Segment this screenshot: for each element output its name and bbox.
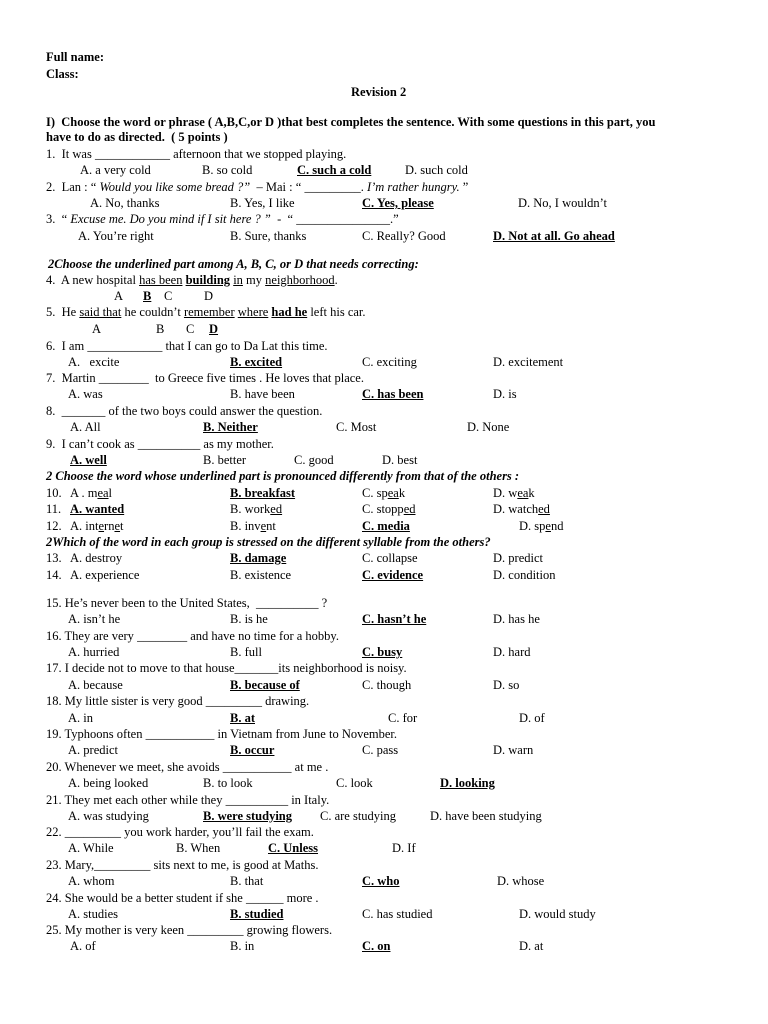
- option-b-answer[interactable]: B. damage: [230, 551, 287, 565]
- question-3-options: [0, 228, 768, 244]
- option-c[interactable]: C. are studying: [320, 809, 397, 823]
- option-a[interactable]: A. was: [68, 387, 103, 401]
- question-13: 13. A. destroy B. damage C. collapse D. predict: [46, 551, 543, 565]
- option-b[interactable]: B. have been: [230, 387, 295, 401]
- option-a-answer[interactable]: A. wanted: [70, 502, 125, 516]
- option-c-answer[interactable]: C. busy: [362, 645, 403, 659]
- question-22-options: [0, 840, 768, 856]
- option-c[interactable]: C. pass: [362, 743, 399, 757]
- option-d[interactable]: D. predict: [493, 551, 543, 565]
- question-19: 19. Typhoons often ___________ in Vietnam from June to November.: [46, 727, 398, 741]
- option-a[interactable]: A. predict: [68, 743, 118, 757]
- option-c[interactable]: C: [164, 289, 173, 303]
- class-label: Class:: [46, 67, 79, 81]
- option-c[interactable]: C. has studied: [362, 907, 433, 921]
- question-8-options: [0, 419, 768, 435]
- option-c[interactable]: C. look: [336, 776, 373, 790]
- option-c-answer[interactable]: C. who: [362, 874, 400, 888]
- question-7-options: [0, 386, 768, 402]
- option-d[interactable]: D. condition: [493, 568, 556, 582]
- option-c-answer[interactable]: C. on: [362, 939, 391, 953]
- option-b[interactable]: B. so cold: [202, 163, 253, 177]
- option-a[interactable]: A: [92, 322, 102, 336]
- option-a-answer[interactable]: A. well: [70, 453, 107, 467]
- option-d[interactable]: D. If: [392, 841, 416, 855]
- option-b-answer[interactable]: B. studied: [230, 907, 284, 921]
- option-d[interactable]: D. hard: [493, 645, 531, 659]
- option-b[interactable]: B. in: [230, 939, 255, 953]
- option-b[interactable]: B. worked: [230, 502, 283, 516]
- option-d[interactable]: D. warn: [493, 743, 534, 757]
- option-c-answer[interactable]: C. evidence: [362, 568, 424, 582]
- option-d[interactable]: D. have been studying: [430, 809, 542, 823]
- option-b-answer[interactable]: B. excited: [230, 355, 283, 369]
- option-c[interactable]: C. good: [294, 453, 334, 467]
- option-d[interactable]: D. at: [519, 939, 544, 953]
- question-1-options: [0, 162, 768, 178]
- option-a[interactable]: A: [114, 289, 124, 303]
- option-c[interactable]: C: [186, 322, 195, 336]
- option-d[interactable]: D. such cold: [405, 163, 468, 177]
- option-c[interactable]: C. collapse: [362, 551, 418, 565]
- option-d[interactable]: D. spend: [519, 519, 564, 533]
- question-15: 15. He’s never been to the United States, __________ ?: [46, 596, 328, 610]
- option-d[interactable]: D. watched: [493, 502, 550, 516]
- option-b-answer[interactable]: B. occur: [230, 743, 275, 757]
- option-c-answer[interactable]: C. media: [362, 519, 410, 533]
- option-a[interactable]: A. experience: [70, 568, 140, 582]
- question-25-options: [0, 938, 768, 954]
- question-24: 24. She would be a better student if she ______ more .: [46, 891, 319, 905]
- option-a[interactable]: A. internet: [70, 519, 124, 533]
- option-c[interactable]: C. exciting: [362, 355, 417, 369]
- question-18: 18. My little sister is very good _________ drawing.: [46, 694, 310, 708]
- question-4: 4. A new hospital has been building in my neighborhood.: [46, 273, 338, 287]
- question-19-options: [0, 742, 768, 758]
- option-d[interactable]: D. is: [493, 387, 517, 401]
- full-name-label: Full name:: [46, 50, 104, 64]
- option-a[interactable]: A. No, thanks: [90, 196, 160, 210]
- question-7: 7. Martin ________ to Greece five times . He loves that place.: [46, 371, 364, 385]
- option-c[interactable]: C. stopped: [362, 502, 416, 516]
- question-stem: 1. It was ____________ afternoon that we stopped playing.: [46, 147, 347, 161]
- option-c[interactable]: C. Most: [336, 420, 377, 434]
- option-a[interactable]: A. because: [68, 678, 123, 692]
- question-24-options: [0, 906, 768, 922]
- question-1: [0, 146, 768, 162]
- section-2-heading: 2Choose the underlined part among A, B, C, or D that needs correcting:: [48, 257, 419, 271]
- page-title: Revision 2: [351, 85, 407, 99]
- option-b[interactable]: B. existence: [230, 568, 292, 582]
- question-9-options: [0, 452, 768, 468]
- option-c[interactable]: C. Really? Good: [362, 229, 446, 243]
- question-5-options: [0, 321, 768, 337]
- question-11: 11. A. wanted B. worked C. stopped D. watched: [46, 502, 550, 516]
- option-b[interactable]: B. Sure, thanks: [230, 229, 307, 243]
- option-a[interactable]: A. whom: [68, 874, 115, 888]
- option-b[interactable]: B. to look: [203, 776, 253, 790]
- question-22: 22. _________ you work harder, you’ll fail the exam.: [46, 825, 314, 839]
- option-d-answer[interactable]: D. looking: [440, 776, 495, 790]
- section-4-heading: 2Which of the word in each group is stressed on the different syllable from the others?: [46, 535, 491, 549]
- option-b[interactable]: B: [156, 322, 165, 336]
- question-16-options: [0, 644, 768, 660]
- option-d[interactable]: D. so: [493, 678, 520, 692]
- option-a[interactable]: A. isn’t he: [68, 612, 121, 626]
- option-a[interactable]: A . meal: [70, 486, 113, 500]
- option-b[interactable]: B. When: [176, 841, 221, 855]
- option-d[interactable]: D. None: [467, 420, 510, 434]
- option-c[interactable]: C. though: [362, 678, 412, 692]
- option-d[interactable]: D. weak: [493, 486, 535, 500]
- option-a[interactable]: A. a very cold: [80, 163, 151, 177]
- option-b[interactable]: B. better: [203, 453, 247, 467]
- option-d[interactable]: D. best: [382, 453, 418, 467]
- question-12: 12. A. internet B. invent C. media D. spend: [46, 519, 564, 533]
- question-9: 9. I can’t cook as __________ as my mother.: [46, 437, 274, 451]
- option-b[interactable]: B. full: [230, 645, 262, 659]
- option-a[interactable]: A. being looked: [68, 776, 149, 790]
- option-b-answer[interactable]: B. at: [230, 711, 255, 725]
- section-1-instructions-2: have to do as directed. ( 5 points ): [46, 130, 228, 144]
- question-4-options: [0, 288, 768, 304]
- question-10: 10. A . meal B. breakfast C. speak D. weak: [46, 486, 535, 500]
- section-1-instructions: I) Choose the word or phrase ( A,B,C,or D )that best completes the sentence. With some questions in this part, you: [46, 115, 656, 129]
- option-d[interactable]: D. of: [519, 711, 545, 725]
- question-15-options: [0, 611, 768, 627]
- question-23-options: [0, 873, 768, 889]
- option-a[interactable]: A. hurried: [68, 645, 120, 659]
- question-23: 23. Mary,_________ sits next to me, is good at Maths.: [46, 858, 319, 872]
- option-d[interactable]: D. would study: [519, 907, 596, 921]
- option-b-answer[interactable]: B. Neither: [203, 420, 258, 434]
- option-a[interactable]: A. destroy: [70, 551, 123, 565]
- option-d[interactable]: D: [204, 289, 214, 303]
- option-a[interactable]: A. You’re right: [78, 229, 154, 243]
- question-17: 17. I decide not to move to that house_______its neighborhood is noisy.: [46, 661, 407, 675]
- option-d[interactable]: D. whose: [497, 874, 545, 888]
- option-d[interactable]: D. has he: [493, 612, 540, 626]
- question-8: 8. _______ of the two boys could answer the question.: [46, 404, 323, 418]
- option-b-answer[interactable]: B. breakfast: [230, 486, 296, 500]
- option-c-answer[interactable]: C. hasn’t he: [362, 612, 427, 626]
- question-2-options: [0, 195, 768, 211]
- question-25: 25. My mother is very keen _________ growing flowers.: [46, 923, 333, 937]
- option-d[interactable]: D. No, I wouldn’t: [518, 196, 608, 210]
- option-c-answer[interactable]: C. Yes, please: [362, 196, 434, 210]
- option-d-answer[interactable]: D: [209, 322, 219, 336]
- option-c-answer[interactable]: C. Unless: [268, 841, 319, 855]
- option-b-answer[interactable]: B: [143, 289, 152, 303]
- option-a[interactable]: A. While: [68, 841, 114, 855]
- option-b[interactable]: B. invent: [230, 519, 276, 533]
- option-b[interactable]: B. Yes, I like: [230, 196, 295, 210]
- option-a[interactable]: A. excite: [68, 355, 120, 369]
- section-3-heading: 2 Choose the word whose underlined part is pronounced differently from that of the others :: [46, 469, 520, 483]
- question-6: 6. I am ____________ that I can go to Da Lat this time.: [46, 339, 328, 353]
- question-6-options: [0, 354, 768, 370]
- question-16: 16. They are very ________ and have no time for a hobby.: [46, 629, 339, 643]
- question-20-options: [0, 775, 768, 791]
- option-b[interactable]: B. that: [230, 874, 264, 888]
- option-c-answer[interactable]: C. has been: [362, 387, 424, 401]
- option-b-answer[interactable]: B. were studying: [203, 809, 293, 823]
- question-3: 3. “ Excuse me. Do you mind if I sit here ? ” - “ _______________.”: [46, 212, 399, 226]
- option-a[interactable]: A. of: [70, 939, 96, 953]
- option-b[interactable]: B. is he: [230, 612, 268, 626]
- question-21-options: [0, 808, 768, 824]
- option-b-answer[interactable]: B. because of: [230, 678, 300, 692]
- option-a[interactable]: A. All: [70, 420, 101, 434]
- option-a[interactable]: A. was studying: [68, 809, 149, 823]
- question-17-options: [0, 677, 768, 693]
- question-21: 21. They met each other while they __________ in Italy.: [46, 793, 330, 807]
- option-c[interactable]: C. speak: [362, 486, 406, 500]
- option-d[interactable]: D. excitement: [493, 355, 564, 369]
- option-d-answer[interactable]: D. Not at all. Go ahead: [493, 229, 615, 243]
- option-a[interactable]: A. studies: [68, 907, 118, 921]
- question-5: 5. He said that he couldn’t remember where had he left his car.: [46, 305, 366, 319]
- option-a[interactable]: A. in: [68, 711, 93, 725]
- question-18-options: [0, 710, 768, 726]
- question-2: 2. Lan : “ Would you like some bread ?” – Mai : “ _________. I’m rather hungry. ”: [46, 180, 469, 194]
- option-c-answer[interactable]: C. such a cold: [297, 163, 372, 177]
- question-14: 14. A. experience B. existence C. evidence D. condition: [46, 568, 556, 582]
- question-20: 20. Whenever we meet, she avoids ___________ at me .: [46, 760, 329, 774]
- option-c[interactable]: C. for: [388, 711, 418, 725]
